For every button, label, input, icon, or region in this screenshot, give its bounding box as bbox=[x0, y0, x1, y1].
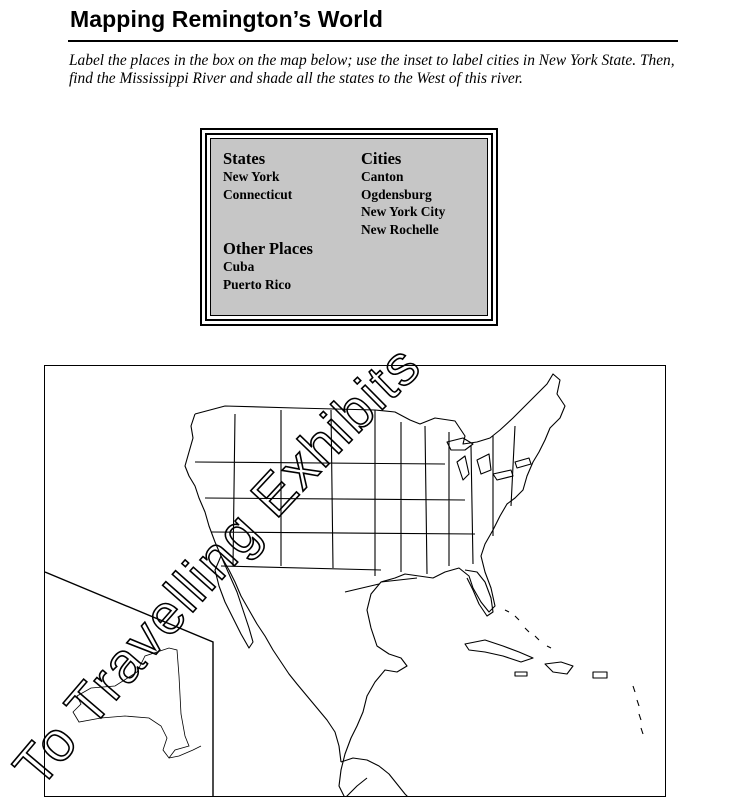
jamaica-outline bbox=[515, 672, 527, 676]
city-item: Ogdensburg bbox=[361, 186, 432, 202]
cities-column bbox=[361, 149, 445, 238]
map-outline-drawing bbox=[45, 366, 666, 797]
states-heading: States bbox=[223, 149, 266, 168]
other-place-item: Puerto Rico bbox=[223, 276, 292, 292]
cuba-outline bbox=[465, 640, 533, 662]
watermark-text: To Travelling Exhibits bbox=[1, 332, 433, 798]
places-box bbox=[200, 128, 498, 326]
other-place-item: Cuba bbox=[223, 259, 255, 274]
other-places-heading: Other Places bbox=[223, 239, 313, 258]
city-item: Canton bbox=[361, 169, 404, 184]
baja-outline bbox=[215, 556, 253, 648]
west-coast-outline bbox=[185, 414, 341, 762]
north-america-map bbox=[44, 365, 666, 797]
central-america-outline bbox=[341, 758, 409, 797]
page-title: Mapping Remington’s World bbox=[70, 6, 383, 32]
hispaniola-outline bbox=[545, 662, 573, 674]
lesser-antilles-outline bbox=[633, 686, 643, 734]
continent-outline bbox=[195, 374, 565, 797]
new-york-inset bbox=[45, 572, 213, 797]
instructions-text: Label the places in the box on the map below; use the inset to label cities in New York State. Then, find the Mississippi River and shade all the states to the West of this river. bbox=[69, 52, 675, 87]
state-boundaries bbox=[195, 410, 515, 592]
state-item: Connecticut bbox=[223, 186, 293, 202]
city-item: New York City bbox=[361, 204, 446, 219]
city-item: New Rochelle bbox=[361, 221, 439, 237]
state-item: New York bbox=[223, 169, 280, 184]
cities-heading: Cities bbox=[361, 149, 402, 168]
title-rule bbox=[68, 40, 678, 42]
states-column bbox=[223, 149, 292, 203]
great-lakes-outline bbox=[447, 438, 531, 480]
puerto-rico-outline bbox=[593, 672, 607, 678]
other-places-column bbox=[223, 239, 313, 293]
bahamas-outline bbox=[505, 610, 551, 648]
